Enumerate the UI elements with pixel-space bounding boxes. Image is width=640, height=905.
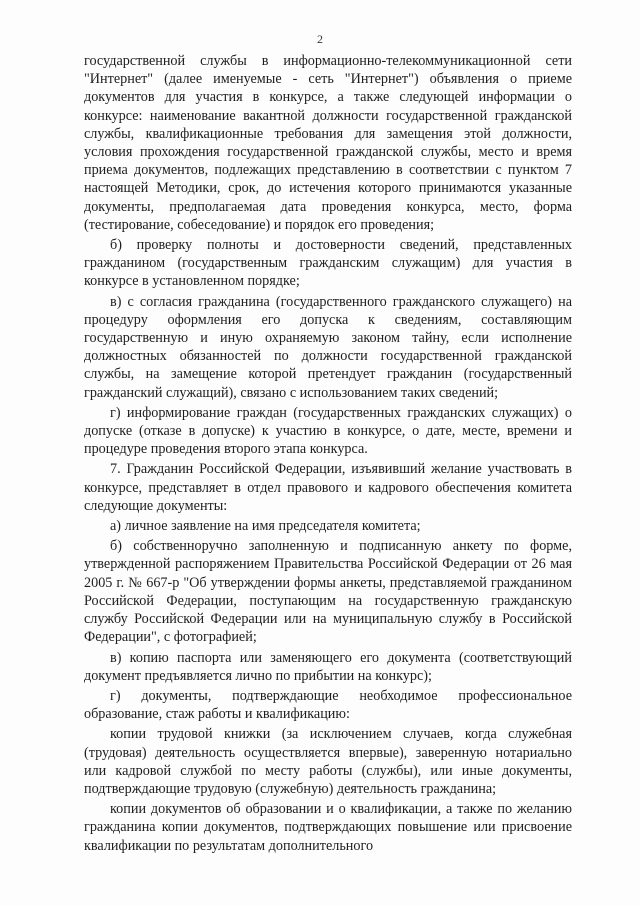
paragraph-v-passport: в) копию паспорта или заменяющего его документа (соответствующий документ предъявляется лично по прибытии на конкурс); bbox=[84, 649, 572, 684]
paragraph-labor-book: копии трудовой книжки (за исключением случаев, когда служебная (трудовая) деятельность осуществляется впервые), заверенную нотариально или кадровой службой по месту работы (службы), или иные документы, подтверждающие трудовую (служебную) деятельность гражданина; bbox=[84, 726, 572, 797]
paragraph-b-questionnaire: б) собственноручно заполненную и подписанную анкету по форме, утвержденной распоряжением Правительства Российской Федерации от 26 мая 2005 г. № 667-р "Об утверждении формы анкеты, представляемой гражданином Российской Федерации, поступающим на государственную гражданскую службу Российской Федерации или на муниципальную службу в Российской Федерации", с фотографией; bbox=[84, 538, 572, 646]
page-number: 2 bbox=[317, 32, 323, 46]
paragraph-a-application: а) личное заявление на имя председателя комитета; bbox=[110, 518, 421, 535]
paragraph-g-informing: г) информирование граждан (государственных гражданских служащих) о допуске (отказе в допуске) к участию в конкурсе, о дате, месте, времени и процедуре проведения второго этапа конкурса. bbox=[84, 404, 572, 458]
document-body bbox=[84, 52, 572, 857]
paragraph-continuation: государственной службы в информационно-телекоммуникационной сети "Интернет" (далее именуемые - сеть "Интернет") объявления о приеме документов для участия в конкурсе, а также следующей информации о конкурсе: наименование вакантной должности государственной гражданской службы, квалификационные требования для замещения этой должности, условия прохождения государственной гражданской службы, место и время приема документов, подлежащих представлению в соответствии с пунктом 7 настоящей Методики, срок, до истечения которого принимаются указанные документы, предполагаемая дата проведения конкурса, место, форма (тестирование, собеседование) и порядок его проведения; bbox=[84, 53, 572, 233]
paragraph-v-clearance: в) с согласия гражданина (государственного гражданского служащего) на процедуру оформления его допуска к сведениям, составляющим государственную и иную охраняемую законом тайну, если исполнение должностных обязанностей по должности государственной гражданской службы, на замещение которой претендует гражданин (государственный гражданский служащий), связано с использованием таких сведений; bbox=[84, 293, 572, 401]
paragraph-g-education-docs: г) документы, подтверждающие необходимое профессиональное образование, стаж работы и квалификацию: bbox=[84, 687, 572, 723]
paragraph-education-copies: копии документов об образовании и о квалификации, а также по желанию гражданина копии документов, подтверждающих повышение или присвоение квалификации по результатам дополнительного bbox=[84, 801, 572, 854]
paragraph-7-documents: 7. Гражданин Российской Федерации, изъявивший желание участвовать в конкурсе, представляет в отдел правового и кадрового обеспечения комитета следующие документы: bbox=[84, 461, 572, 514]
paragraph-b-check: б) проверку полноты и достоверности сведений, представленных гражданином (государственным гражданским служащим) для участия в конкурсе в установленном порядке; bbox=[84, 237, 572, 290]
